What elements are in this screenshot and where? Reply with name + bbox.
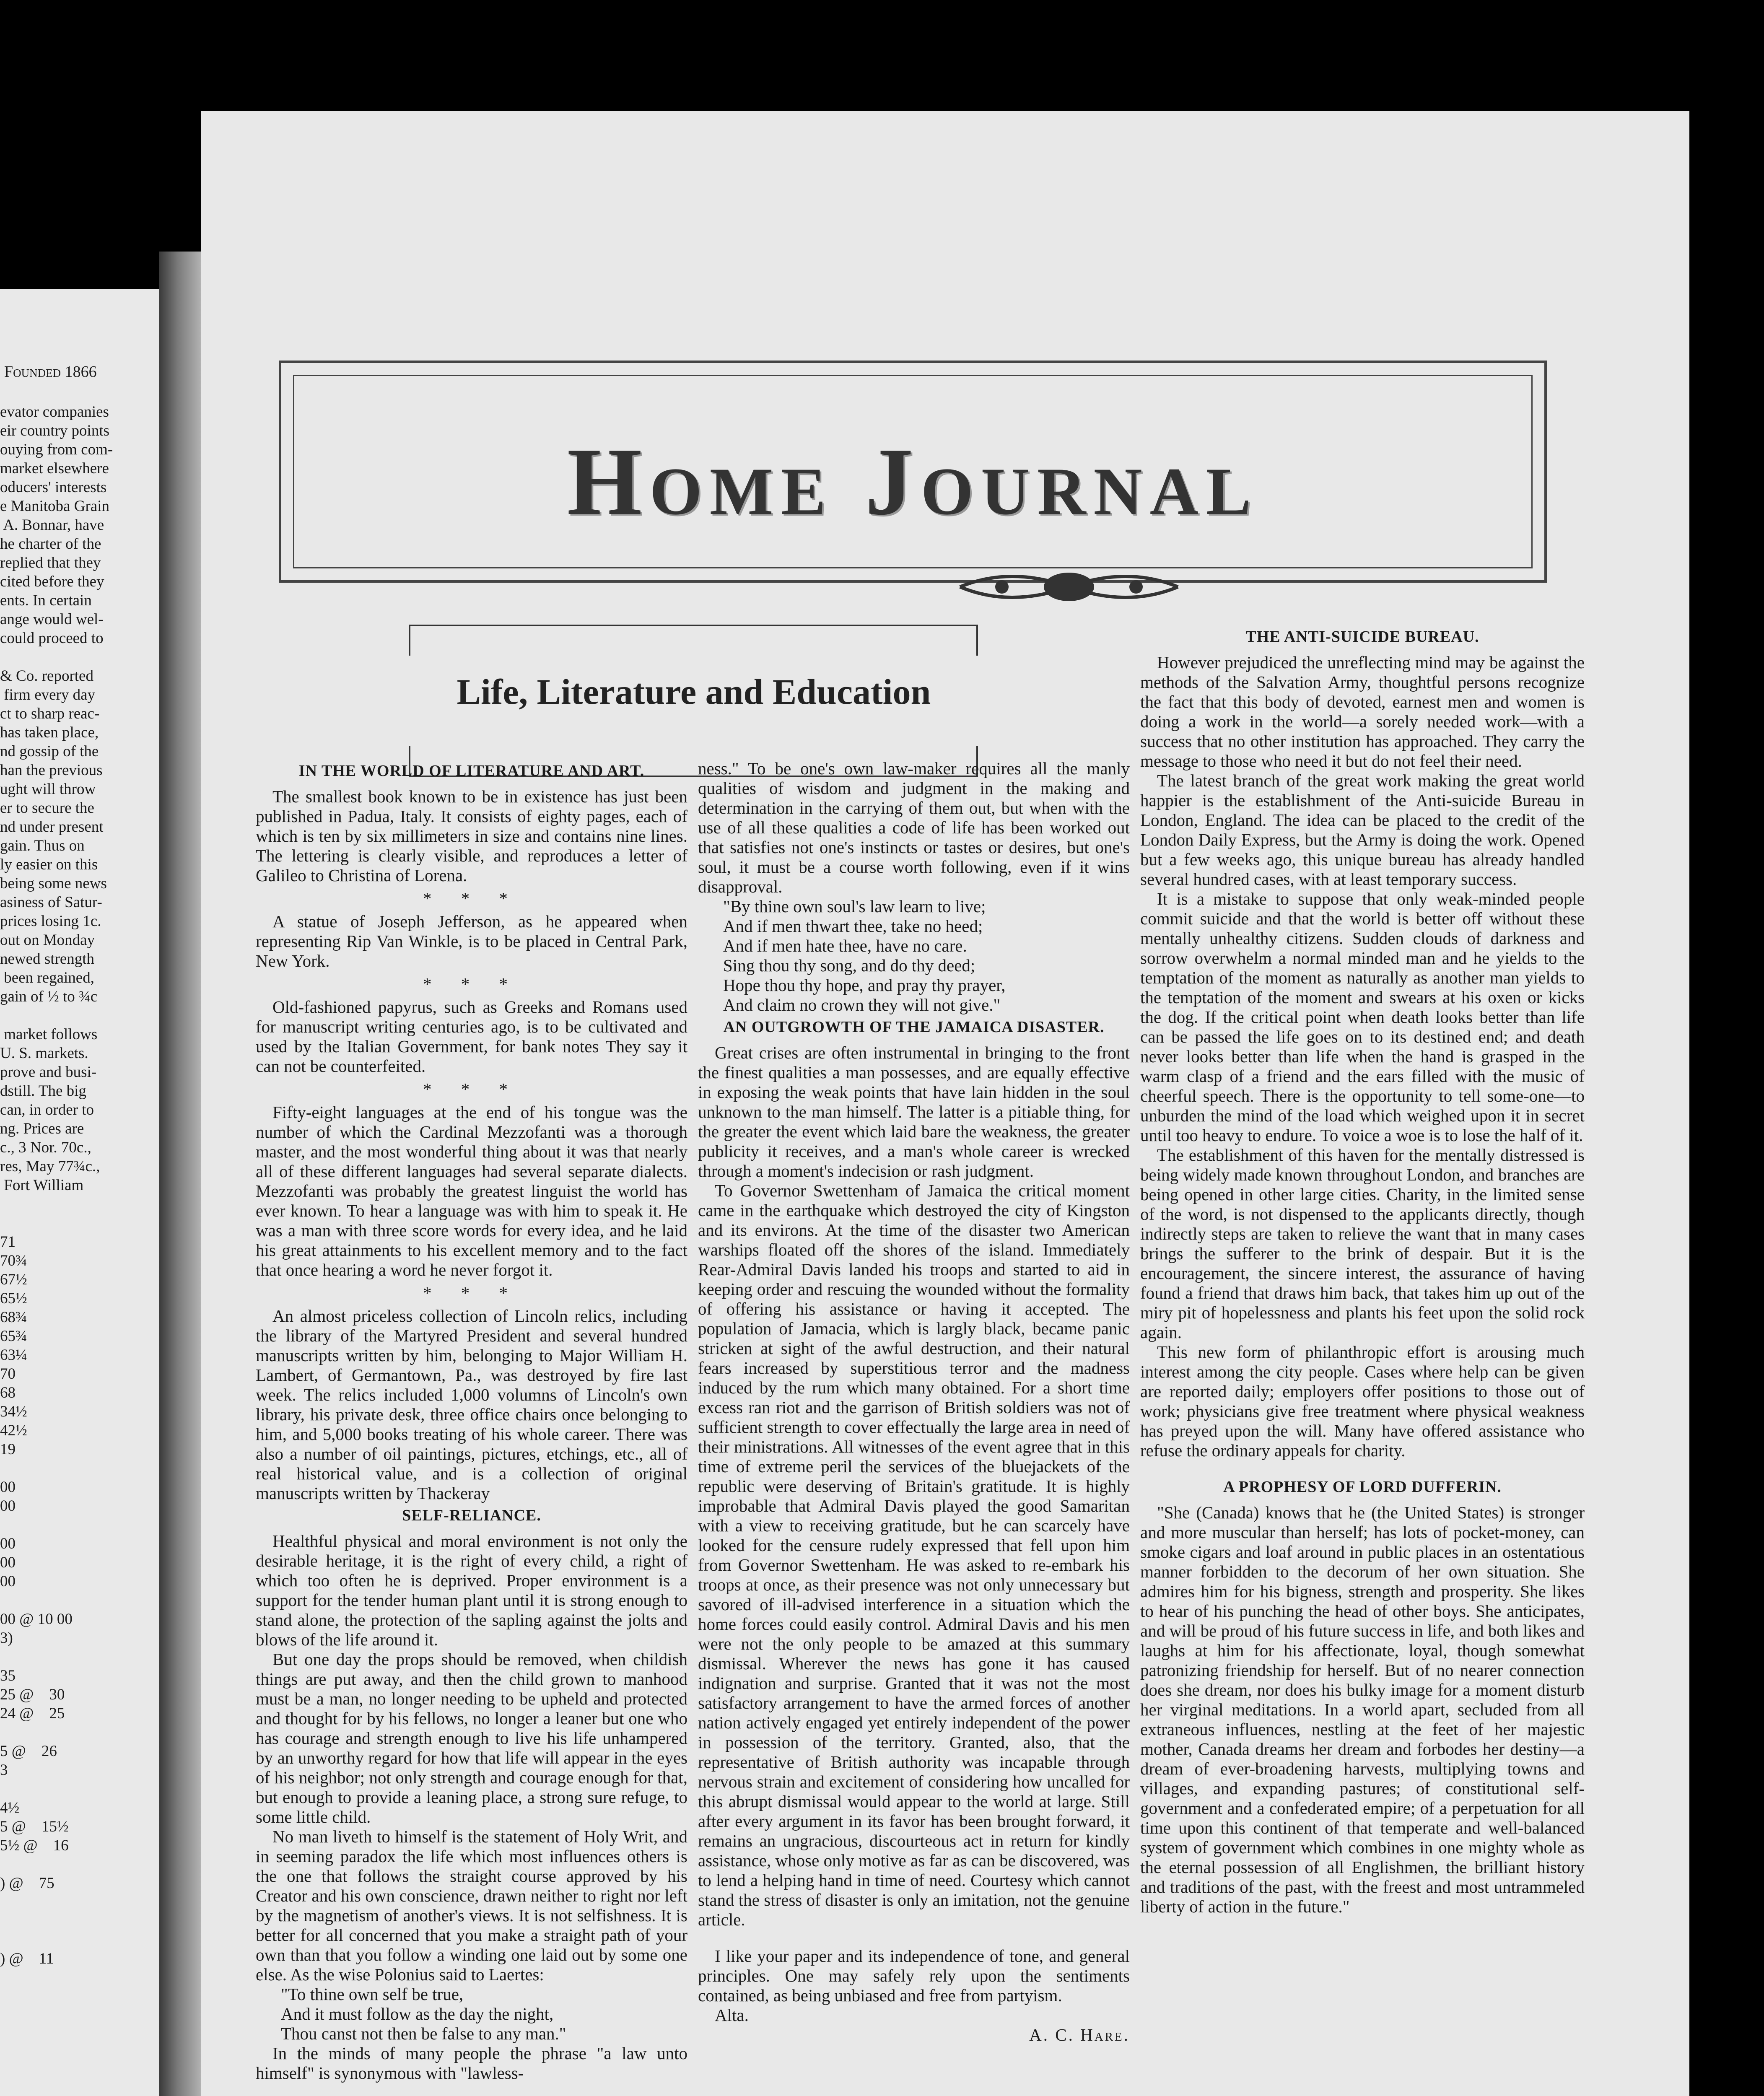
paragraph: ness." To be one's own law-maker requires all the manly qualities of wisdom and judgment in the making and determination in the carrying of them out, but when with the use of all these qualities a code of life has been worked out that satisfies not one's instincts or tastes or desires, but one's soul, it must be a course worth following, even if it wins disapproval.: [698, 759, 1130, 896]
previous-page-header: Founded 1866: [4, 363, 97, 381]
separator: * * *: [423, 889, 520, 908]
paragraph: Fifty-eight languages at the end of his tongue was the number of which the Cardinal Mezzofanti was a thorough master, and the most wonderful thing about it was that nearly all of these different languages had several separate dialects. Mezzofanti was probably the greatest linguist the world has ever known. To hear a language was with him to speak it. He was a man with three score words for every idea, and he laid his great attainments to his excellent memory and to the fact that once hearing a word he never forgot it.: [256, 1102, 687, 1279]
masthead-title: Home Journal: [567, 428, 1259, 535]
verse-line: And if men hate thee, have no care.: [723, 936, 967, 955]
column-1: [256, 759, 687, 2083]
section-title: Life, Literature and Education: [457, 672, 931, 712]
paragraph: The smallest book known to be in existence has just been published in Padua, Italy. It consists of eighty pages, each of which is ten by six millimeters in size and contains nine lines. The lettering is clearly visible, and reproduces a letter of Galileo to Christina of Lorena.: [256, 787, 687, 885]
verse-line: Sing thou thy song, and do thy deed;: [723, 956, 975, 975]
section-header: [358, 625, 1029, 776]
verse-line: And if men thwart thee, take no heed;: [723, 916, 983, 936]
heading: IN THE WORLD OF LITERATURE AND ART.: [298, 762, 645, 780]
paragraph: Old-fashioned papyrus, such as Greeks and Romans used for manuscript writing centuries ago, is to be cultivated and used by the Italian Government, for bank notes They say it can not be counterfeited.: [256, 997, 687, 1076]
verse-line: "To thine own self be true,: [281, 1984, 464, 2004]
separator: * * *: [423, 1283, 520, 1302]
paragraph: Great crises are often instrumental in bringing to the front the finest qualities a man possesses, and are equally effective in exposing the weak points that have lain hidden in the soul unknown to the man himself. The latter is a pitiable thing, for the greater the event which laid bare the weakness, the greater publicity it receives, and a man's whole career is wrecked through a moment's indecision or rash judgment.: [698, 1043, 1130, 1180]
paragraph: But one day the props should be removed, when childish things are put away, and then the child grown to manhood must be a man, no longer needing to be upheld and protected and thought for by his fellows, no longer a leaner but one who has courage and strength enough to live his life unhampered by an unworthy regard for how that life will appear in the eyes of his neighbor; not only strength and courage enough for that, but enough to provide a leaning place, a strong sure refuge, to some little child.: [256, 1650, 687, 1826]
verse-line: And it must follow as the day the night,: [281, 2004, 554, 2023]
masthead: [279, 361, 1547, 583]
paragraph: No man liveth to himself is the statement of Holy Writ, and in seeming paradox the life which most influences others is the one that follows the straight course approved by his Creator and his own conscience, drawn neither to right nor left by the magnetism of another's views. It is not selfishness. It is better for all concerned that you make a straight path of your own than that you follow a winding one laid out by some one else. As the wise Polonius said to Laertes:: [256, 1827, 687, 1984]
paragraph: The latest branch of the great work making the great world happier is the establishment of the Anti-suicide Bureau in London, England. The idea can be placed to the credit of the London Daily Express, but the Army is doing the work. Opened but a few weeks ago, this unique bureau has already handled several hundred cases, with at least temporary success.: [1140, 771, 1585, 889]
letter: I like your paper and its independence of tone, and general principles. One may safely rely upon the sentiments contained, as being unbiased and free from partyism.: [698, 1946, 1130, 2005]
paragraph: To Governor Swettenham of Jamaica the critical moment came in the earthquake which destroyed the city of Kingston and its environs. At the time of the disaster two American warships floated off the shores of the island. Immediately Rear-Admiral Davis landed his troops and started to aid in keeping order and rescuing the wounded without the formality of offering his assistance or having it accepted. The population of Jamacia, which is largly black, became panic stricken at sight of the awful destruction, and their natural fears increased by superstitious terror and the madness induced by the rum which many obtained. For a short time excess ran riot and the garrison of British soldiers was not of sufficient strength to cover effectually the large area in need of their ministrations. All witnesses of the event agree that in this time of extreme peril the services of the bluejackets of the republic were deserving of Britain's gratitude. It is highly improbable that Admiral Davis played the good Samaritan with a view to receiving gratitude, but he can scarcely have looked for the censure rudely expressed that fell upon him from Governor Swettenham. He was asked to re-embark his troops at once, as their presence was not only unnecessary but savored of ill-advised interference in a situation which the home forces could easily control. Admiral Davis and his men were not the only people to be amazed at this summary dismissal. Wherever the news has gone it has caused indignation and surprise. Granted that it was not the most satisfactory arrangement to have the armed forces of another nation actively engaged yet entirely independent of the power in possession of the territory. Granted, also, that the representative of British authority was incapable through nervous strain and excitement of considering how uncalled for this abrupt dismissal would appear to the world at large. Still after every argument in its favor has been brought forward, it remains an ungracious, discourteous act in return for kindly assistance, whose only motive as far as can be discovered, was to lend a helping hand in time of need. Courtesy which cannot stand the stress of disaster is only an imitation, not the genuine article.: [698, 1181, 1130, 1929]
paragraph: An almost priceless collection of Lincoln relics, including the library of the Martyred President and several hundred manuscripts written by him, belonging to Major William H. Lambert, of Germantown, Pa., was destroyed by fire last week. The relics included 1,000 volumns of Lincoln's own library, his private desk, three office chairs once belonging to him, and 5,000 books treating of his whole career. There was also a number of oil paintings, pictures, etchings, etc., all of real historical value, and is a collection of original manuscripts written by Thackeray: [256, 1306, 687, 1503]
verse-line: "By thine own soul's law learn to live;: [723, 897, 986, 916]
separator: * * *: [423, 974, 520, 994]
heading: A PROPHESY OF LORD DUFFERIN.: [1223, 1478, 1502, 1496]
signature: A. C. Hare.: [1029, 2025, 1130, 2044]
heading: AN OUTGROWTH OF THE JAMAICA DISASTER.: [723, 1018, 1105, 1036]
paragraph: However prejudiced the unreflecting mind may be against the methods of the Salvation Army, thoughtful persons recognize the fact that this body of devoted, earnest men and women is doing a work in the world—a sorely needed work—with a success that no other institution has approached. They carry the message to those who need it but do not feel their need.: [1140, 653, 1585, 770]
column-2: [698, 759, 1130, 2045]
paragraph: Healthful physical and moral environment is not only the desirable heritage, it is the right of every child, a right of which too often he is deprived. Proper environment is a support for the tender human plant until it is strong enough to stand alone, the protection of the sapling against the jolts and blows of the life around it.: [256, 1531, 687, 1649]
previous-page-text: evator companies eir country points ouying from com- market elsewhere oducers' interests e Manitoba Grain A. Bonnar, have he charter of the replied that they cited before they ents. In certain ange would wel- could proceed to & Co. reported firm every day ct to sharp reac- has taken place, nd gossip of the han the previous ught will throw er to secure the nd under present gain. Thus on ly easier on this being some news asiness of Satur- prices losing 1c. out on Monday newed strength been regained, gain of ½ to ¾c market follows U. S. markets. prove and busi- dstill. The big can, in order to ng. Prices are c., 3 Nor. 70c., res, May 77¾c., Fort William 71 70¾ 67½ 65½ 68¾ 65¾ 63¼ 70 68 34½ 42½ 19 00 00 00 00 00 00 @ 10 00 3) 35 25 @ 30 24 @ 25 5 @ 26 3 4½ 5 @ 15½ 5½ @ 16 ) @ 75 ) @ 11: [0, 403, 113, 1967]
column-3: [1140, 625, 1585, 1917]
paragraph: "She (Canada) knows that he (the United States) is stronger and more muscular than herself; has lots of pocket-money, can smoke cigars and loaf around in public places in an ostentatious manner forbidden to the decorum of her own situation. She admires him for his bigness, strength and prosperity. She likes to hear of his punching the head of other boys. She anticipates, and will be proud of his future success in life, and both likes and laughs at him for his affectionate, loyal, though somewhat patronizing friendship for herself. But of no nearer connection does she dream, nor does his bulky image for a moment disturb her virginal meditations. In a world apart, secluded from all extraneous influences, nestling at the feet of her majestic mother, Canada dreams her dream and forbodes her destiny—a dream of ever-broadening harvests, multiplying towns and villages, and expanding pastures; of constitutional self-government and a confederated empire; of a perpetuation for all time upon this continent of that temperate and well-balanced system of government which combines in one mighty whole as the eternal possession of all Englishmen, the brilliant history and traditions of the past, with the freest and most untrammeled liberty of action in the future.": [1140, 1503, 1585, 1916]
verse-line: And claim no crown they will not give.": [723, 995, 1001, 1014]
heading: SELF-RELIANCE.: [402, 1507, 541, 1524]
separator: * * *: [423, 1079, 520, 1099]
magazine-page: [201, 111, 1689, 2096]
book-gutter: [159, 252, 205, 2096]
heading: THE ANTI-SUICIDE BUREAU.: [1245, 628, 1479, 646]
previous-page-fragment: [0, 289, 159, 2096]
letter-place: Alta.: [715, 2005, 749, 2025]
paragraph: A statue of Joseph Jefferson, as he appeared when representing Rip Van Winkle, is to be placed in Central Park, New York.: [256, 912, 687, 970]
paragraph: The establishment of this haven for the mentally distressed is being widely made known throughout London, and branches are being opened in other large cities. Charity, in the limited sense of the word, is not dispensed to the applicants directly, though indirectly steps are taken to relieve the want that in many cases brings the sufferer to the brink of despair. But it is the encouragement, the sincere interest, the assurance of having found a friend that draws him back, that takes him up out of the miry pit of hopelessness and plants his feet upon the solid rock again.: [1140, 1145, 1585, 1342]
ornament-icon: [952, 562, 1186, 612]
paragraph: In the minds of many people the phrase "a law unto himself" is synonymous with "lawless-: [256, 2044, 687, 2083]
verse-line: Thou canst not then be false to any man.": [281, 2024, 566, 2043]
verse-line: Hope thou thy hope, and pray thy prayer,: [723, 975, 1006, 995]
paragraph: It is a mistake to suppose that only weak-minded people commit suicide and that the world is better off without these mentally unhealthy citizens. Sudden clouds of darkness and sorrow overwhelm a normal minded man and he yields to the temptation of the moment as naturally as another man yields to the temptation of the moment and swears at his oxen or kicks the dog. If the critical point when death looks better than life can be passed the life goes on to its destined end; and death never looks better than life when the hand is grasped in the warm clasp of a friend and the ears filled with the music of cheerful speech. There is the opportunity to tell some-one—to unburden the mind of the load which weighed upon it in secret until too heavy to endure. To voice a woe is to lose the half of it.: [1140, 889, 1585, 1145]
paragraph: This new form of philanthropic effort is arousing much interest among the city people. Cases where help can be given are reported daily; employers offer positions to those out of work; physicians give free treatment where physical weakness has preyed upon the will. Many have offered assistance who refuse the ordinary appeals for charity.: [1140, 1342, 1585, 1460]
